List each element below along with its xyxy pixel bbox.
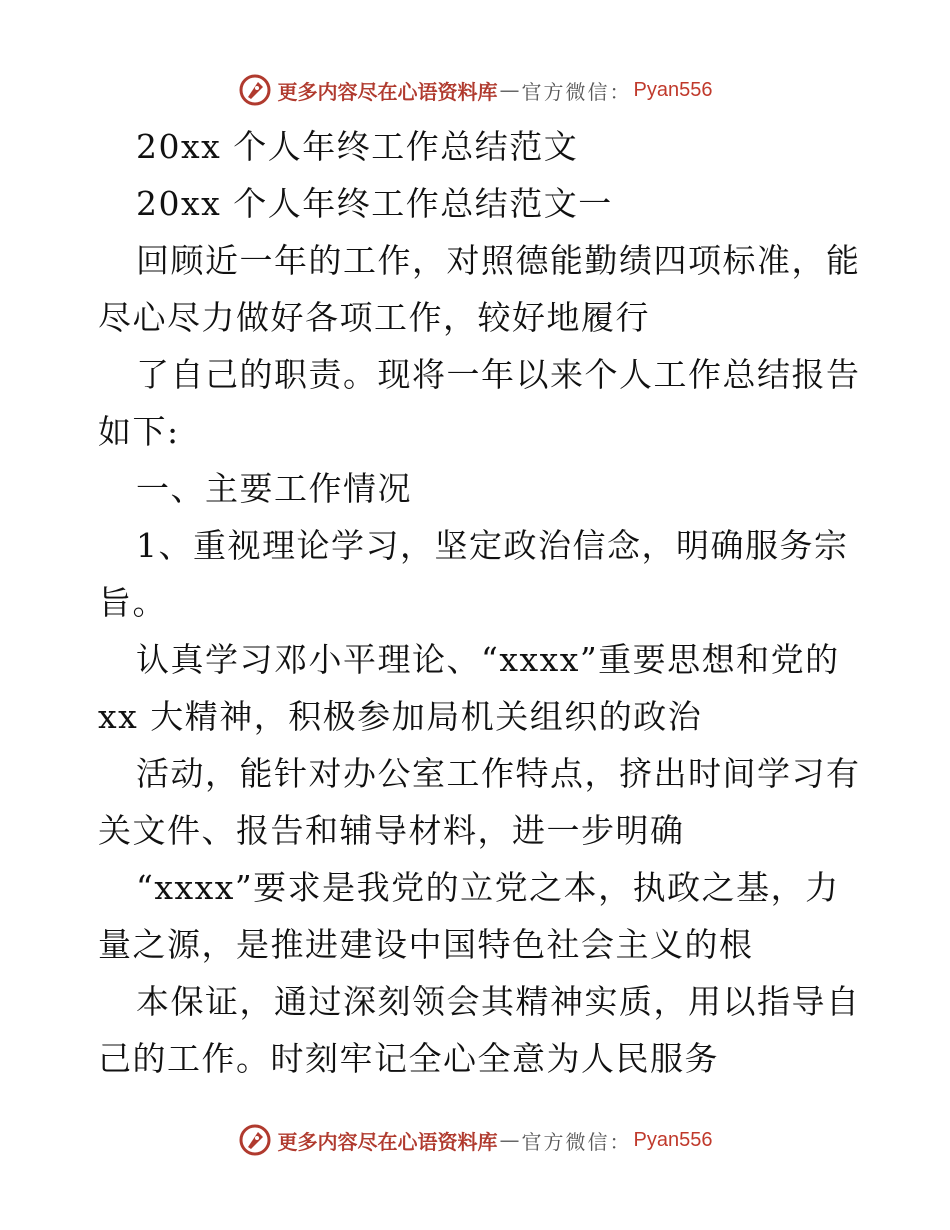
document-line: 认真学习邓小平理论、“xxxx”重要思想和党的: [136, 640, 840, 679]
document-line: 回顾近一年的工作，对照德能勤绩四项标准，能: [136, 241, 861, 280]
watermark-site-text: 更多内容尽在心语资料库: [277, 1129, 498, 1154]
watermark-dash: —: [499, 1128, 520, 1152]
watermark-site-text: 更多内容尽在心语资料库: [277, 79, 498, 104]
watermark-wechat-id: Pyan556: [633, 1128, 713, 1151]
document-line: 20xx 个人年终工作总结范文: [136, 127, 579, 166]
document-line: 如下:: [98, 412, 180, 451]
document-body: [98, 118, 861, 1087]
document-line: 了自己的职责。现将一年以来个人工作总结报告: [136, 355, 861, 394]
document-line: “xxxx”要求是我党的立党之本，执政之基，力: [136, 868, 840, 907]
document-line: 己的工作。时刻牢记全心全意为人民服务: [98, 1039, 719, 1078]
document-line: xx 大精神，积极参加局机关组织的政治: [98, 697, 703, 736]
pen-nib-logo-icon: [238, 1123, 272, 1157]
watermark-banner-top: [0, 70, 950, 110]
document-line: 本保证，通过深刻领会其精神实质，用以指导自: [136, 982, 861, 1021]
watermark-dash: —: [499, 78, 520, 102]
watermark-label: 官方微信：: [521, 79, 632, 104]
document-line: 关文件、报告和辅导材料，进一步明确: [98, 811, 685, 850]
document-line: 尽心尽力做好各项工作，较好地履行: [98, 298, 650, 337]
watermark-wechat-id: Pyan556: [633, 78, 713, 101]
document-line: 旨。: [98, 583, 167, 622]
document-line: 一、主要工作情况: [136, 469, 412, 508]
document-line: 量之源，是推进建设中国特色社会主义的根: [98, 925, 754, 964]
pen-nib-logo-icon: [238, 73, 272, 107]
document-line: 1、重视理论学习，坚定政治信念，明确服务宗: [136, 526, 849, 565]
document-line: 活动，能针对办公室工作特点，挤出时间学习有: [136, 754, 861, 793]
watermark-banner-bottom: [0, 1120, 950, 1160]
watermark-label: 官方微信：: [521, 1129, 632, 1154]
document-line: 20xx 个人年终工作总结范文一: [136, 184, 613, 223]
